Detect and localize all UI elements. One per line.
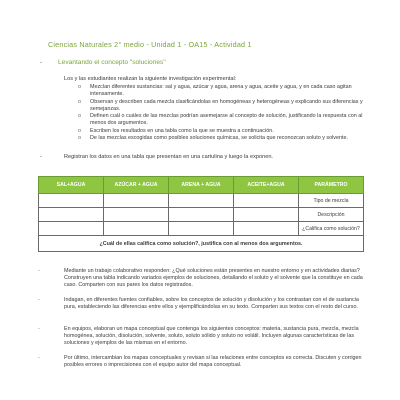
paragraph-text: Indagan, en diferentes fuentes confiables, sobre los conceptos de solución y disolución y los contrastan con el de sustancia pura, estableciendo las diferencias entre ellos y ejemplificándolas en su texto. Comparten sus textos con el resto del curso. xyxy=(64,297,359,310)
list-marker: o xyxy=(78,135,81,142)
step-text: Definen cuál o cuáles de las mezclas podrían asemejarse al concepto de solución, justificando la respuesta con al menos dos argumentos. xyxy=(90,113,363,127)
paragraph-marker: - xyxy=(38,297,40,303)
section-heading: Levantando el concepto "soluciones" xyxy=(58,59,166,66)
step-text: Observan y describen cada mezcla clasificándolas en homogéneas y heterogéneas y explicando sus diferencias y semejanzas. xyxy=(90,98,363,112)
table-footer-cell: ¿Cuál de ellas califica como solución?, justifica con al menos dos argumentos. xyxy=(39,236,364,252)
paragraph-text: Por último, intercambian los mapas conceptuales y revisan si las relaciones entre conceptos es correcta. Discuten y corrigen posibles errores o imprecisiones con el equipo autor del mapa conceptual. xyxy=(64,355,362,368)
row-label: Descripción xyxy=(299,208,364,222)
table-cell xyxy=(169,194,234,208)
list-item xyxy=(78,84,378,99)
paragraph-text: En equipos, elaboran un mapa conceptual que contenga los siguientes conceptos: materia, sustancia pura, mezcla, mezcla homogénea, solución, disolución, solvente, soluto, soluto sólido y soluto no volátil. Incluyen algunas características de las soluciones y ejemplos de las mismas en el entorno. xyxy=(64,326,359,346)
list-marker: o xyxy=(78,113,81,120)
table-header-cell: SAL+AGUA xyxy=(39,177,104,194)
experiment-steps-list xyxy=(78,84,378,142)
list-marker: o xyxy=(78,98,81,105)
list-item xyxy=(78,113,378,128)
step-text: Mezclan diferentes sustancias: sal y agua, azúcar y agua, arena y agua, aceite y agua, y en cada caso agitan intensamente. xyxy=(90,84,352,98)
list-item xyxy=(78,128,378,135)
paragraph xyxy=(38,326,366,347)
list-item xyxy=(78,99,378,114)
paragraph-marker: - xyxy=(38,268,40,274)
table-row xyxy=(39,208,364,222)
section-bullet: - xyxy=(40,59,43,66)
row-label: ¿Califica como solución? xyxy=(299,222,364,236)
intro-text: Los y las estudiantes realizan la siguiente investigación experimental: xyxy=(64,76,237,82)
row-label: Tipo de mezcla xyxy=(299,194,364,208)
table-header-row xyxy=(39,177,364,194)
table-row xyxy=(39,194,364,208)
table-cell xyxy=(234,194,299,208)
paragraph-text: Mediante un trabajo colaborativo responden: ¿Qué soluciones están presentes en nuestro entorno y en actividades diarias? Construyen una tabla indicando variados ejemplos de soluciones, detallando el soluto y el solvente que la constituye en cada caso. Comparten con sus pares los datos registrados. xyxy=(64,268,363,288)
table-header-cell: AZÚCAR + AGUA xyxy=(104,177,169,194)
register-text: Registran los datos en una tabla que presentan en una cartulina y luego la exponen. xyxy=(64,154,273,160)
paragraph-marker: - xyxy=(38,326,40,332)
list-item xyxy=(78,135,378,142)
table-cell xyxy=(169,222,234,236)
paragraph-marker: - xyxy=(38,355,40,361)
table-row xyxy=(39,222,364,236)
list-marker: o xyxy=(78,127,81,134)
step-text: Escriben los resultados en una tabla como la que se muestra a continuación. xyxy=(90,127,274,134)
table-footer-row xyxy=(39,236,364,252)
table-cell xyxy=(39,222,104,236)
list-marker: o xyxy=(78,84,81,90)
table-cell xyxy=(234,208,299,222)
table-cell xyxy=(104,208,169,222)
table-header-cell: PARÁMETRO xyxy=(299,177,364,194)
table-cell xyxy=(39,208,104,222)
table-cell xyxy=(104,194,169,208)
table-header-cell: ACEITE+AGUA xyxy=(234,177,299,194)
paragraph xyxy=(38,297,366,311)
step-text: De las mezclas escogidas como posibles soluciones químicas, se solicita que reconozcan soluto y solvente. xyxy=(90,135,348,142)
table-cell xyxy=(39,194,104,208)
experiment-table xyxy=(38,176,364,252)
register-marker: - xyxy=(40,154,42,160)
table-header-cell: ARENA + AGUA xyxy=(169,177,234,194)
paragraph xyxy=(38,355,366,369)
table-cell xyxy=(104,222,169,236)
table-cell xyxy=(234,222,299,236)
paragraph xyxy=(38,268,366,289)
page-title: Ciencias Naturales 2° medio - Unidad 1 - OA15 - Actividad 1 xyxy=(48,40,252,49)
table-cell xyxy=(169,208,234,222)
